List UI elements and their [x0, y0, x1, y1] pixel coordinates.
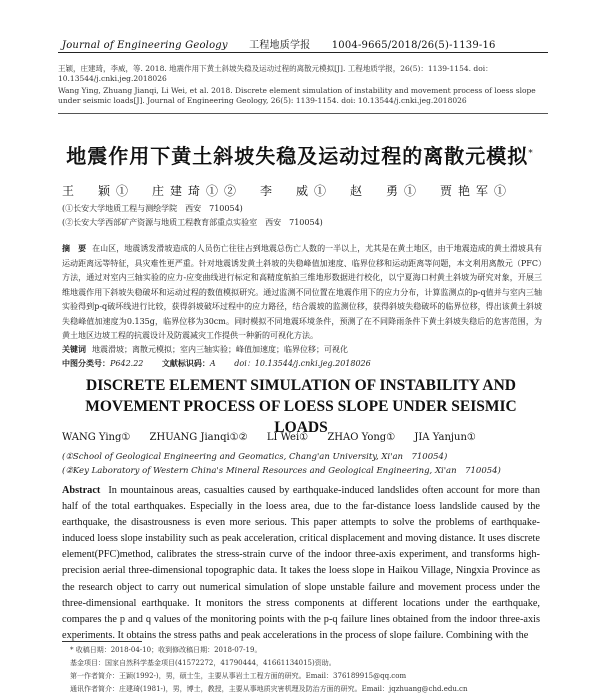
- title-footnote-mark: *: [528, 148, 534, 159]
- keywords-cn: [62, 344, 348, 355]
- author-en: WANG Ying①: [62, 432, 131, 443]
- document-code: 文献标识码：A: [161, 358, 216, 368]
- footnote-rule: [62, 641, 142, 642]
- author-en: LI Wei①: [266, 432, 309, 443]
- affiliation-cn-2: (②长安大学西部矿产资源与地质工程教育部重点实验室 西安 710054): [62, 218, 323, 227]
- affiliation-cn-1: (①长安大学地质工程与测绘学院 西安 710054): [62, 204, 243, 213]
- authors-en: [62, 432, 492, 443]
- affiliation-en-2: (②Key Laboratory of Western China's Mineral Resources and Geological Engineering, Xi'an 710054): [62, 466, 501, 476]
- title-cn-text: 地震作用下黄土斜坡失稳及运动过程的离散元模拟: [66, 144, 529, 168]
- doi: doi：10.13544/j.cnki.jeg.2018026: [234, 359, 371, 368]
- article-title-cn: [60, 140, 540, 169]
- footnote-funding: 基金项目：国家自然科学基金项目(41572272，41790444，41661134015)资助。: [70, 659, 336, 667]
- citation-cn: 王颖，庄建琦，李威，等. 2018. 地震作用下黄土斜坡失稳及运动过程的离散元模拟[J]. 工程地质学报，26(5)：1139-1154. doi：10.13544/j.cnki.jeg.2018026: [58, 64, 493, 83]
- keywords-cn-label: 关键词: [62, 344, 86, 354]
- header-rule: [58, 52, 548, 53]
- authors-cn: 王 颖① 庄建琦①② 李 威① 赵 勇① 贾艳军①: [62, 184, 513, 198]
- abstract-cn-text: 在山区，地震诱发滑坡造成的人员伤亡往往占到地震总伤亡人数的一半以上，尤其是在黄土地区，由于地震造成的黄土滑坡具有运动距离远等特征，具灾难性更严重。针对地震诱发黄土斜坡的失稳峰值加速度、临界位移和运动距离等问题，本文利用离散元（PFC）方法，通过对室内三轴实验的应力-应变曲线进行标定和高精度航拍三维地形数据进行校化，以宁夏海口村黄土斜坡为研究对象，开展三维地震作用下斜坡失稳破坏和运动过程的数值模拟研究。通过监测不同位置在地震作用下的应力分布，计算监测点的p-q值并与室内三轴实验得到p-q破坏线进行比较，获得斜坡破坏过程中的应力路径，结合震坡的监测位移，获得斜坡失稳破坏的临界位移，得出该黄土斜坡失稳峰值加速度为0.135g，临界位移为30cm。同时模拟不同地震环境条件，预测了在不同降雨条件下黄土斜坡失稳后的危害范围，为黄土地区边坡工程的抗震设计及防震减灾工作提供一种新的可视化方法。: [62, 244, 542, 340]
- abstract-en-text: In mountainous areas, casualties caused by earthquake-induced landslides often account for more than half of the total earthquakes. Especially in the loess area, due to the far-distance loess landslide caused by the earthquake, the disastrousness is even more serious. This paper attempts to solve the problems of earthquake-induced loess slope instability such as peak acceleration, critical displacement and moving distance. It uses discrete element(PFC)method, calibrates the stress-strain curve of the indoor three-axis experiment, and transforms high-precision aerial three-dimensional topographic data. It takes the loess slope in Haikou Village, Ningxia Province as the research object to carry out numerical simulation of slope unstable failure and movement process under the three-dimensional earthquake. It monitors the stress components at different locations under the earthquake, compares the p and q values of the monitoring points with the p-q failure lines obtained from the indoor three-axis experiments. It obtains the stress paths and peak accelerations in the process of slope failure. Combining with the: [62, 485, 540, 641]
- clc-code: 中图分类号：P642.22: [62, 358, 144, 368]
- abstract-cn: [62, 241, 542, 344]
- author-en: ZHUANG Jianqi①②: [149, 432, 248, 443]
- abstract-en-label: Abstract: [62, 485, 101, 496]
- affiliation-en-1: (①School of Geological Engineering and Geomatics, Chang'an University, Xi'an 710054): [62, 452, 448, 462]
- footnote-corresponding-author: 通讯作者简介：庄建琦(1981-)，男，博士，教授，主要从事地质灾害机理及防治方面的研究。Email：jqzhuang@chd.edu.cn: [70, 685, 468, 693]
- journal-name-cn: 工程地质学报: [249, 40, 311, 51]
- author-en: ZHAO Yong①: [327, 432, 396, 443]
- abstract-cn-label: 摘 要: [62, 243, 87, 253]
- footnote-received: * 收稿日期：2018-04-10；收到修改稿日期：2018-07-19。: [70, 646, 262, 654]
- footnote-first-author: 第一作者简介：王颖(1992-)，男，硕士生，主要从事岩土工程方面的研究。Email：376189915@qq.com: [70, 672, 407, 680]
- running-header: [62, 36, 542, 51]
- author-en: JIA Yanjun①: [414, 432, 476, 443]
- journal-name: Journal of Engineering Geology: [62, 40, 228, 51]
- keywords-cn-text: 地震滑坡；离散元模拟；室内三轴实验；峰值加速度；临界位移；可视化: [92, 345, 348, 354]
- article-title-en: DISCRETE ELEMENT SIMULATION OF INSTABILITY AND MOVEMENT PROCESS OF LOESS SLOPE UNDER SEISMIC LOADS: [85, 377, 517, 436]
- citation-en: Wang Ying, Zhuang Jianqi, Li Wei, et al. 2018. Discrete element simulation of instability and movement process of loess slope under seismic loads[J]. Journal of Engineering Geology, 26(5): 1139-1154. doi: 10.13544/j.cnki.jeg.2018026: [58, 86, 536, 105]
- citation-rule: [58, 113, 548, 114]
- abstract-en: [62, 483, 540, 644]
- classification-line: [62, 358, 387, 369]
- issn-line: 1004-9665/2018/26(5)-1139-16: [331, 40, 496, 51]
